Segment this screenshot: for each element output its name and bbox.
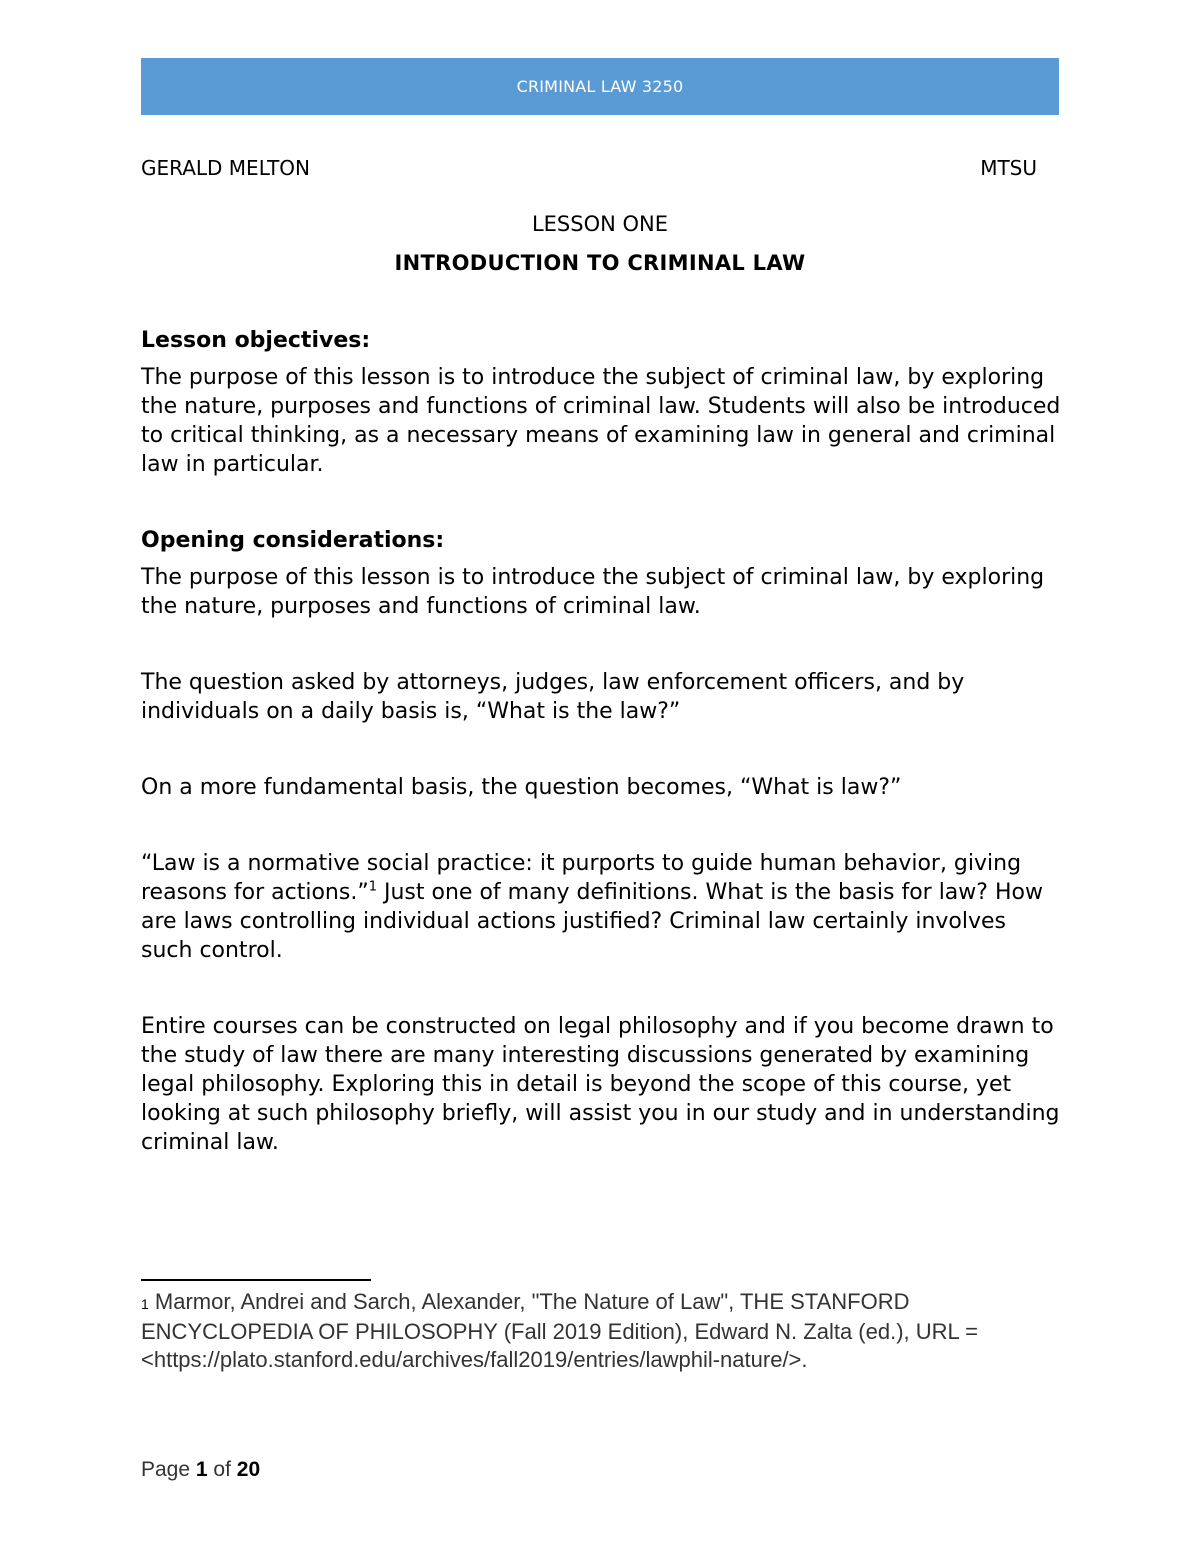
definition-commentary: Just one of many definitions. What is the basis for law? How are laws controlling individual actions justified? Criminal law certainly involves such control. [141,880,1043,963]
opening-paragraph-4 [141,849,1061,965]
lesson-number: LESSON ONE [531,212,669,236]
lesson-title: INTRODUCTION TO CRIMINAL LAW [394,251,806,275]
page-label: Page [141,1458,191,1481]
objectives-text: The purpose of this lesson is to introduce the subject of criminal law, by exploring the nature, purposes and functions of criminal law. Students will also be introduced to critical thinking, as a necessary means of examining law in general and criminal law in particular. [141,365,1061,477]
footnote-text: Marmor, Andrei and Sarch, Alexander, "The Nature of Law", THE STANFORD ENCYCLOPEDIA OF PHILOSOPHY (Fall 2019 Edition), Edward N. Zalta (ed.), URL = <https://plato.stanford.edu/archives/fall2019/entries/lawphil-nature/>. [141,1289,978,1372]
lesson-body [141,326,1061,1157]
opening-heading: Opening considerations: [141,528,445,553]
course-title: CRIMINAL LAW 3250 [516,77,684,96]
institution-name: MTSU [980,156,1037,180]
author-name: GERALD MELTON [141,156,311,180]
footnote-number: 1 [141,1296,149,1312]
total-pages: 20 [236,1458,261,1481]
header-band [141,58,1059,115]
opening-paragraph-5: Entire courses can be constructed on legal philosophy and if you become drawn to the study of law there are many interesting discussions generated by examining legal philosophy. Exploring this in detail is beyond the scope of this course, yet looking at such philosophy briefly, will assist you in our study and in understanding criminal law. [141,1014,1060,1155]
author-row [141,156,1037,180]
objectives-heading: Lesson objectives: [141,328,371,353]
opening-paragraph-2: The question asked by attorneys, judges, law enforcement officers, and by individuals on a daily basis is, “What is the law?” [141,670,965,724]
law-definition-quote: “Law is a normative social practice: it purports to guide human behavior, giving reasons for actions.” [141,851,1022,905]
of-label: of [213,1458,231,1481]
footnote-separator [141,1279,371,1281]
opening-paragraph-1: The purpose of this lesson is to introduce the subject of criminal law, by exploring the nature, purposes and functions of criminal law. [141,565,1045,619]
current-page: 1 [195,1458,208,1481]
footnote-reference[interactable]: 1 [368,879,377,895]
opening-paragraph-3: On a more fundamental basis, the question becomes, “What is law?” [141,775,902,800]
footnote [141,1288,1061,1374]
page-footer [141,1458,260,1482]
